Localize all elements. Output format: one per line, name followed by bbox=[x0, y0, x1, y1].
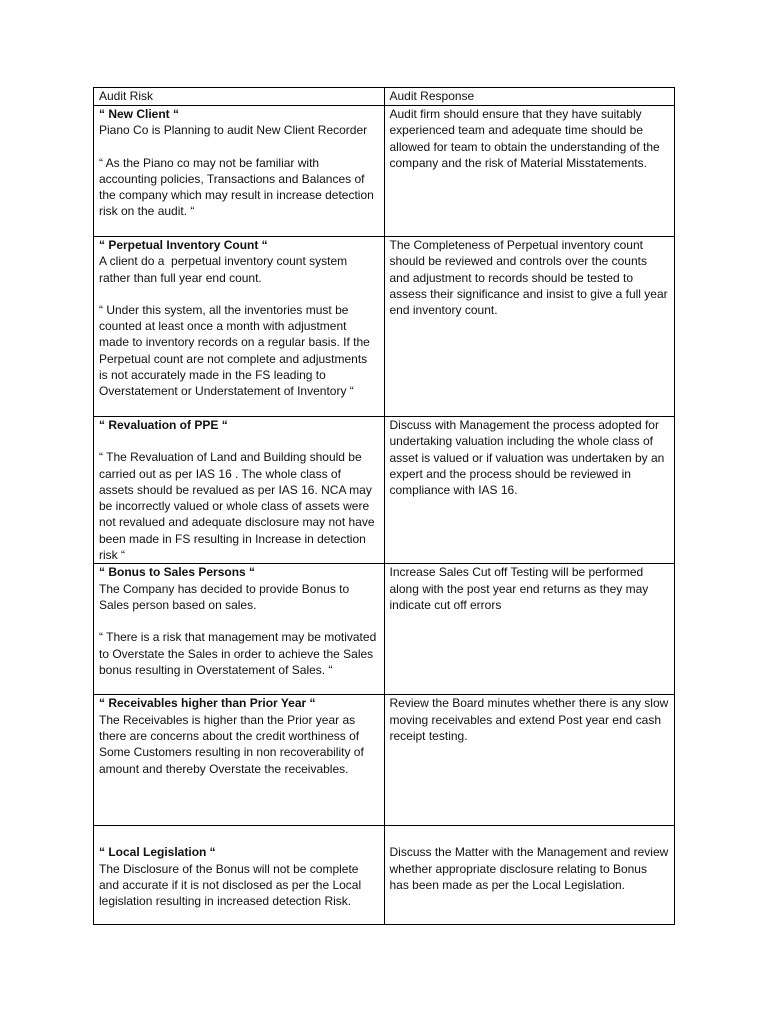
table-row bbox=[94, 695, 675, 826]
risk-title: “ Perpetual Inventory Count “ bbox=[99, 238, 268, 252]
risk-cell bbox=[94, 106, 385, 237]
risk-cell bbox=[94, 695, 385, 826]
risk-text: A client do a perpetual inventory count system rather than full year end count. bbox=[99, 254, 351, 285]
risk-text: “ There is a risk that management may be motivated to Overstate the Sales in order to achieve the Sales bonus resulting in Overstatement of Sales. “ bbox=[99, 630, 380, 677]
risk-text: “ As the Piano co may not be familiar with accounting policies, Transactions and Balances of the company which may result in increase detection risk on the audit. “ bbox=[99, 155, 378, 219]
response-cell bbox=[384, 695, 675, 826]
header-audit-response: Audit Response bbox=[384, 88, 675, 106]
risk-text: The Disclosure of the Bonus will not be complete and accurate if it is not disclosed as per the Local legislation resulting in increased detection Risk. bbox=[99, 861, 365, 909]
response-text: Discuss the Matter with the Management and review whether appropriate disclosure relating to Bonus has been made as per the Local Legislation. bbox=[389, 845, 672, 892]
response-text: Review the Board minutes whether there is any slow moving receivables and extend Post year end cash receipt testing. bbox=[389, 696, 672, 743]
risk-cell bbox=[94, 564, 385, 695]
response-text: Discuss with Management the process adopted for undertaking valuation including the whole class of asset is valued or if valuation was undertaken by an expert and the process should be reviewed in compliance with IAS 16. bbox=[389, 418, 668, 498]
response-cell bbox=[384, 826, 675, 925]
table-header-row bbox=[94, 88, 675, 106]
response-text: The Completeness of Perpetual inventory count should be reviewed and controls over the counts and adjustment to records should be tested to assess their significance and insist to give a full year end inventory count. bbox=[389, 238, 671, 318]
table-row bbox=[94, 237, 675, 417]
table-row bbox=[94, 826, 675, 925]
risk-text: Piano Co is Planning to audit New Client Recorder bbox=[99, 123, 368, 138]
risk-text: The Receivables is higher than the Prior year as there are concerns about the credit worthiness of Some Customers resulting in non recoverability of amount and thereby Overstate the receivables. bbox=[99, 712, 368, 776]
risk-text: “ Under this system, all the inventories must be counted at least once a month with adjustment made to inventory records on a regular basis. If the Perpetual count are not complete and adjustments is not accurately made in the FS leading to Overstatement or Understatement of Inventory “ bbox=[99, 302, 374, 399]
risk-text: “ The Revaluation of Land and Building should be carried out as per IAS 16 . The whole class of assets should be revalued as per IAS 16. NCA may be incorrectly valued or whole class of assets were not revalued and adequate disclosure may not have been made in FS resulting in Increase in detection risk “ bbox=[99, 450, 378, 563]
risk-cell bbox=[94, 826, 385, 925]
response-cell bbox=[384, 237, 675, 417]
risk-title: “ New Client “ bbox=[99, 107, 180, 121]
table-row bbox=[94, 106, 675, 237]
response-text: Increase Sales Cut off Testing will be performed along with the post year end returns as they may indicate cut off errors bbox=[389, 565, 652, 612]
risk-cell bbox=[94, 417, 385, 564]
risk-title: “ Revaluation of PPE “ bbox=[99, 418, 228, 432]
risk-title: “ Receivables higher than Prior Year “ bbox=[99, 696, 316, 711]
risk-text: The Company has decided to provide Bonus to Sales person based on sales. bbox=[99, 581, 353, 612]
header-audit-risk: Audit Risk bbox=[94, 88, 385, 106]
response-text: Audit firm should ensure that they have suitably experienced team and adequate time should be allowed for team to obtain the understanding of the company and the risk of Material Misstatements. bbox=[389, 107, 664, 170]
response-cell bbox=[384, 106, 675, 237]
risk-title: “ Local Legislation “ bbox=[99, 845, 216, 860]
audit-risk-table bbox=[93, 87, 675, 925]
risk-cell bbox=[94, 237, 385, 417]
table-row bbox=[94, 417, 675, 564]
table-row bbox=[94, 564, 675, 695]
response-cell bbox=[384, 564, 675, 695]
risk-title: “ Bonus to Sales Persons “ bbox=[99, 565, 256, 580]
response-cell bbox=[384, 417, 675, 564]
